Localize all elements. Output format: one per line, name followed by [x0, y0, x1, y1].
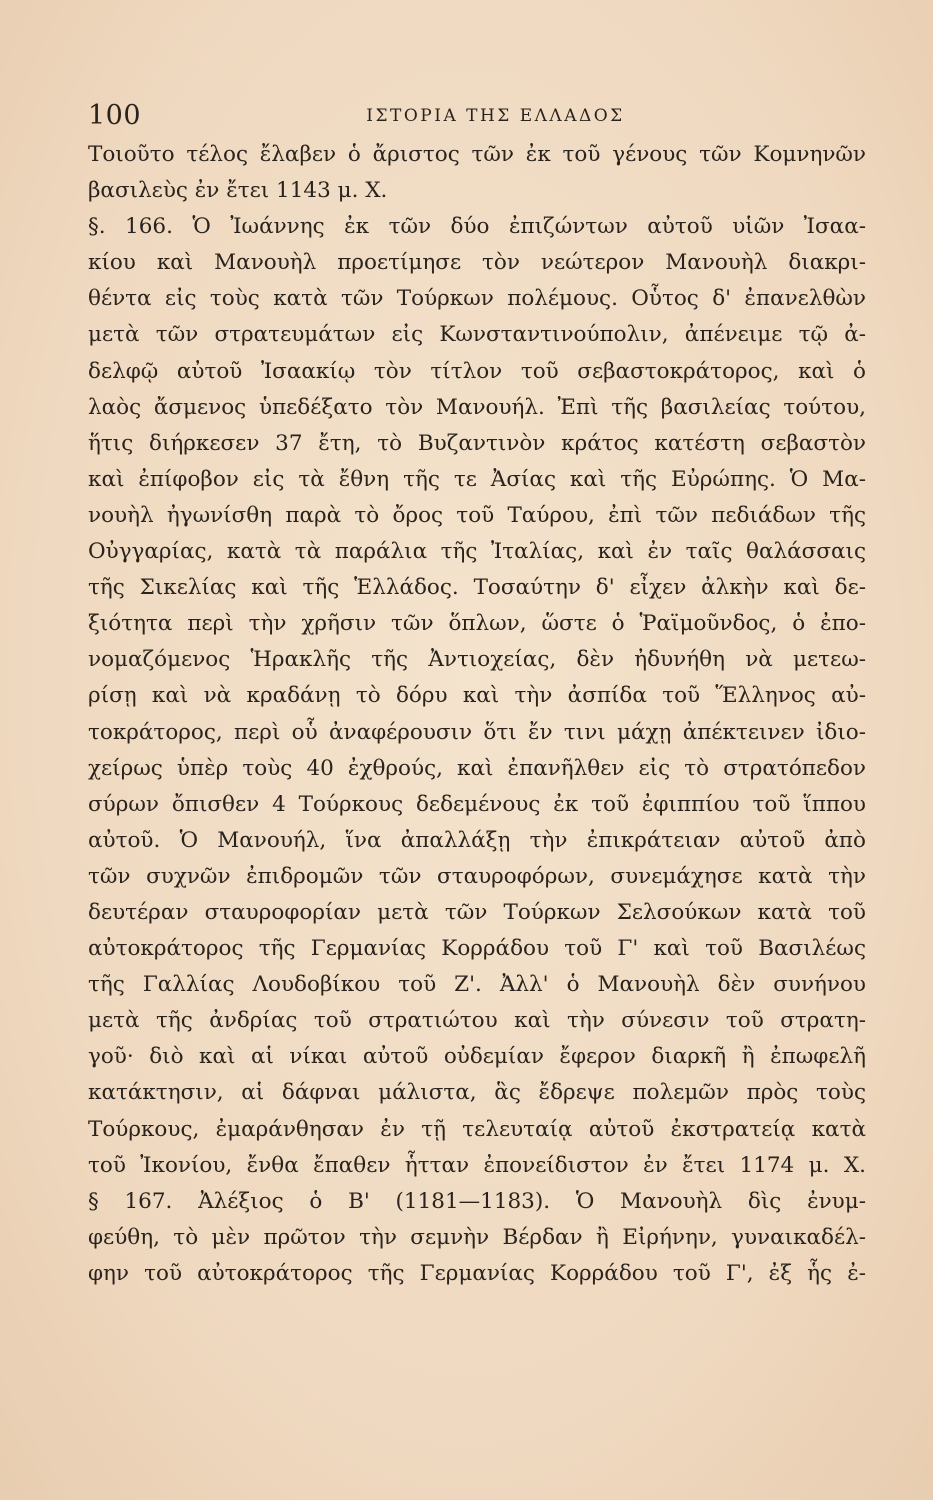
text-line: βασιλεὺς ἐν ἔτει 1143 μ. Χ.	[88, 178, 388, 204]
text-line: τῶν συχνῶν ἐπιδρομῶν τῶν σταυροφόρων, συνεμάχησε κατὰ τὴν	[88, 863, 866, 889]
text-line: §. 166. Ὁ Ἰωάννης ἐκ τῶν δύο ἐπιζώντων αὐτοῦ υἱῶν Ἰσαα-	[88, 214, 866, 240]
text-line: χείρως ὑπὲρ τοὺς 40 ἐχθρούς, καὶ ἐπανῆλθεν εἰς τὸ στρατόπεδον	[88, 755, 866, 781]
text-line: τῆς Σικελίας καὶ τῆς Ἑλλάδος. Τοσαύτην δ' εἶχεν ἀλκὴν καὶ δε-	[88, 575, 866, 601]
text-line: νουὴλ ἠγωνίσθη παρὰ τὸ ὄρος τοῦ Ταύρου, ἐπὶ τῶν πεδιάδων τῆς	[88, 502, 866, 528]
body-text	[88, 137, 866, 1292]
text-line: Οὐγγαρίας, κατὰ τὰ παράλια τῆς Ἰταλίας, καὶ ἐν ταῖς θαλάσσαις	[88, 539, 866, 565]
text-line: Τοιοῦτο τέλος ἔλαβεν ὁ ἄριστος τῶν ἐκ τοῦ γένους τῶν Κομνηνῶν	[88, 142, 866, 167]
running-title: ΙΣΤΟΡΙΑ ΤΗΣ ΕΛΛΑΔΟΣ	[366, 106, 625, 126]
text-line: καὶ ἐπίφοβον εἰς τὰ ἔθνη τῆς τε Ἀσίας καὶ τῆς Εὐρώπης. Ὁ Μα-	[88, 466, 866, 492]
text-line: Τούρκους, ἐμαράνθησαν ἐν τῇ τελευταίᾳ αὐτοῦ ἐκστρατείᾳ κατὰ	[88, 1116, 866, 1142]
text-line: δευτέραν σταυροφορίαν μετὰ τῶν Τούρκων Σελσούκων κατὰ τοῦ	[88, 899, 866, 925]
text-line: ξιότητα περὶ τὴν χρῆσιν τῶν ὅπλων, ὥστε ὁ Ῥαϊμοῦνδος, ὁ ἐπο-	[88, 611, 866, 637]
text-line: τῆς Γαλλίας Λουδοβίκου τοῦ Ζ'. Ἀλλ' ὁ Μανουὴλ δὲν συνήνου	[88, 972, 866, 998]
text-line: φην τοῦ αὐτοκράτορος τῆς Γερμανίας Κορράδου τοῦ Γ', ἐξ ἧς ἐ-	[88, 1260, 866, 1286]
text-line: φεύθη, τὸ μὲν πρῶτον τὴν σεμνὴν Βέρδαν ἢ Εἰρήνην, γυναικαδέλ-	[88, 1224, 866, 1250]
text-line: § 167. Ἀλέξιος ὁ Β' (1181—1183). Ὁ Μανουὴλ δὶς ἐνυμ-	[88, 1188, 866, 1214]
text-line: νομαζόμενος Ἡρακλῆς τῆς Ἀντιοχείας, δὲν ἠδυνήθη νὰ μετεω-	[88, 647, 866, 673]
text-line: θέντα εἰς τοὺς κατὰ τῶν Τούρκων πολέμους. Οὗτος δ' ἐπανελθὼν	[88, 286, 866, 312]
text-line: γοῦ· διὸ καὶ αἱ νίκαι αὐτοῦ οὐδεμίαν ἔφερον διαρκῆ ἢ ἐπωφελῆ	[88, 1044, 866, 1070]
text-line: κίου καὶ Μανουὴλ προετίμησε τὸν νεώτερον Μανουὴλ διακρι-	[88, 250, 866, 276]
text-line: σύρων ὄπισθεν 4 Τούρκους δεδεμένους ἐκ τοῦ ἐφιππίου τοῦ ἵππου	[88, 791, 866, 817]
text-line: μετὰ τῆς ἀνδρίας τοῦ στρατιώτου καὶ τὴν σύνεσιν τοῦ στρατη-	[88, 1008, 866, 1034]
text-line: μετὰ τῶν στρατευμάτων εἰς Κωνσταντινούπολιν, ἀπένειμε τῷ ἀ-	[88, 322, 866, 348]
text-line: ρίσῃ καὶ νὰ κραδάνῃ τὸ δόρυ καὶ τὴν ἀσπίδα τοῦ Ἕλληνος αὐ-	[88, 683, 866, 709]
text-line: κατάκτησιν, αἱ δάφναι μάλιστα, ἃς ἔδρεψε πολεμῶν πρὸς τοὺς	[88, 1080, 866, 1106]
page-header	[88, 100, 863, 140]
text-line: αὐτοῦ. Ὁ Μανουήλ, ἵνα ἀπαλλάξῃ τὴν ἐπικράτειαν αὐτοῦ ἀπὸ	[88, 827, 866, 853]
text-line: αὐτοκράτορος τῆς Γερμανίας Κορράδου τοῦ Γ' καὶ τοῦ Βασιλέως	[88, 936, 866, 962]
text-line: λαὸς ἄσμενος ὑπεδέξατο τὸν Μανουήλ. Ἐπὶ τῆς βασιλείας τούτου,	[88, 394, 866, 420]
text-line: τοκράτορος, περὶ οὗ ἀναφέρουσιν ὅτι ἔν τινι μάχῃ ἀπέκτεινεν ἰδιο-	[88, 719, 866, 745]
text-line: δελφῷ αὐτοῦ Ἰσαακίῳ τὸν τίτλον τοῦ σεβαστοκράτορος, καὶ ὁ	[88, 358, 866, 384]
page-number: 100	[88, 100, 142, 131]
text-line: ἥτις διήρκεσεν 37 ἔτη, τὸ Βυζαντινὸν κράτος κατέστη σεβαστὸν	[88, 430, 866, 456]
text-line: τοῦ Ἰκονίου, ἔνθα ἔπαθεν ἧτταν ἐπονείδιστον ἐν ἔτει 1174 μ. Χ.	[88, 1152, 866, 1178]
